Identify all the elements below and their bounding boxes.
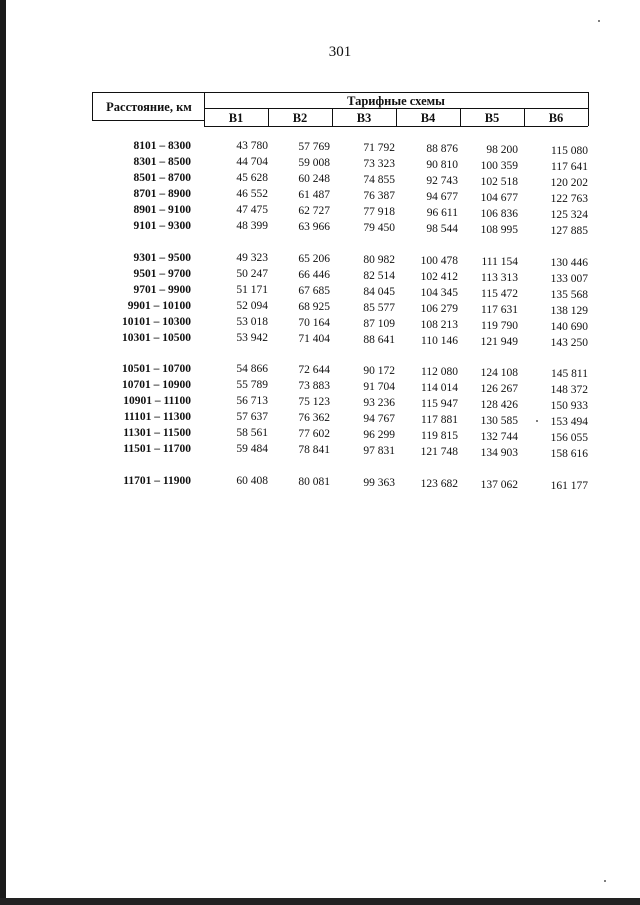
table-row [0, 332, 640, 348]
tariff-value-b6: 117 641 [551, 161, 588, 173]
tariff-value-b5: 137 062 [480, 479, 518, 491]
distance-header: Расстояние, км [106, 100, 192, 114]
tariff-value-b6: 122 763 [550, 193, 588, 205]
tariff-value-b2: 76 362 [298, 412, 330, 424]
tariff-value-b1: 50 247 [236, 268, 268, 280]
tariff-value-b3: 88 641 [363, 334, 395, 346]
distance-range: 11101 – 11300 [123, 411, 191, 423]
tariff-value-b5: 130 585 [480, 415, 518, 427]
tariff-value-b2: 73 883 [298, 380, 330, 392]
tariff-value-b2: 65 206 [298, 253, 330, 265]
column-header-b1: B1 [228, 111, 244, 125]
tariff-value-b4: 112 080 [421, 366, 458, 378]
tariff-value-b4: 96 611 [426, 207, 458, 219]
tariff-value-b1: 46 552 [236, 188, 268, 200]
tariff-value-b5: 111 154 [481, 256, 518, 268]
tariff-value-b2: 71 404 [298, 333, 330, 345]
tariff-value-b2: 62 727 [298, 205, 330, 217]
tariff-value-b6: 133 007 [550, 273, 588, 285]
tariff-value-b1: 53 018 [236, 316, 268, 328]
tariff-value-b1: 57 637 [236, 411, 268, 423]
tariff-value-b1: 44 704 [236, 156, 268, 168]
tariff-value-b6: 161 177 [550, 480, 588, 492]
table-row [0, 443, 640, 459]
tariff-value-b3: 85 577 [363, 302, 395, 314]
tariff-value-b2: 70 164 [298, 317, 330, 329]
distance-range: 11701 – 11900 [123, 475, 191, 487]
table-row [0, 411, 640, 427]
tariff-value-b4: 100 478 [420, 255, 458, 267]
distance-range: 9101 – 9300 [133, 220, 191, 232]
tariff-value-b2: 66 446 [298, 269, 330, 281]
table-row [0, 284, 640, 300]
table-row [0, 363, 640, 379]
table-row [0, 300, 640, 316]
tariff-value-b4: 104 345 [420, 287, 458, 299]
distance-range: 9701 – 9900 [133, 284, 191, 296]
column-divider-4 [460, 108, 461, 126]
column-divider-3 [396, 108, 397, 126]
tariff-value-b4: 123 682 [420, 478, 458, 490]
tariff-value-b1: 47 475 [236, 204, 268, 216]
tariff-value-b6: 130 446 [550, 257, 588, 269]
tariff-value-b6: 148 372 [550, 384, 588, 396]
tariff-value-b6: 156 055 [550, 432, 588, 444]
tariff-value-b3: 76 387 [363, 190, 395, 202]
tariff-value-b5: 115 472 [481, 288, 518, 300]
tariff-value-b3: 94 767 [363, 413, 395, 425]
tariff-value-b2: 59 008 [298, 157, 330, 169]
tariff-value-b4: 117 881 [421, 414, 458, 426]
table-row [0, 220, 640, 236]
tariff-value-b3: 74 855 [363, 174, 395, 186]
columns-header-bottom-rule [204, 126, 588, 127]
column-header-b3: B3 [356, 111, 372, 125]
tariff-value-b1: 43 780 [236, 140, 268, 152]
tariff-value-b4: 115 947 [421, 398, 458, 410]
column-header-b6: B6 [548, 111, 564, 125]
tariff-value-b3: 79 450 [363, 222, 395, 234]
table-row [0, 475, 640, 491]
tariff-value-b6: 150 933 [550, 400, 588, 412]
tariff-value-b1: 45 628 [236, 172, 268, 184]
tariff-value-b2: 78 841 [298, 444, 330, 456]
tariff-value-b3: 90 172 [363, 365, 395, 377]
tariff-value-b2: 67 685 [298, 285, 330, 297]
distance-range: 11501 – 11700 [123, 443, 191, 455]
schemes-header: Тарифные схемы [347, 94, 445, 108]
tariff-value-b4: 102 412 [420, 271, 458, 283]
table-row [0, 316, 640, 332]
scan-speck [536, 420, 538, 422]
tariff-value-b3: 73 323 [363, 158, 395, 170]
tariff-value-b3: 97 831 [363, 445, 395, 457]
tariff-value-b4: 90 810 [426, 159, 458, 171]
tariff-value-b2: 75 123 [298, 396, 330, 408]
tariff-value-b6: 125 324 [550, 209, 588, 221]
tariff-value-b5: 117 631 [481, 304, 518, 316]
tariff-value-b1: 49 323 [236, 252, 268, 264]
distance-range: 11301 – 11500 [123, 427, 191, 439]
tariff-value-b3: 80 982 [363, 254, 395, 266]
distance-range: 8901 – 9100 [133, 204, 191, 216]
distance-range: 8101 – 8300 [133, 140, 191, 152]
tariff-value-b5: 124 108 [480, 367, 518, 379]
distance-range: 8501 – 8700 [133, 172, 191, 184]
table-row [0, 379, 640, 395]
tariff-value-b6: 120 202 [550, 177, 588, 189]
distance-range: 9301 – 9500 [133, 252, 191, 264]
tariff-value-b5: 104 677 [480, 192, 518, 204]
table-row [0, 252, 640, 268]
scan-speck [598, 20, 600, 22]
tariff-value-b1: 48 399 [236, 220, 268, 232]
distance-range: 8301 – 8500 [133, 156, 191, 168]
distance-range: 10901 – 11100 [123, 395, 191, 407]
distance-range: 9901 – 10100 [127, 300, 191, 312]
column-divider-5 [524, 108, 525, 126]
column-divider-1 [268, 108, 269, 126]
scan-speck [604, 880, 606, 882]
tariff-value-b6: 115 080 [551, 145, 588, 157]
tariff-value-b6: 138 129 [550, 305, 588, 317]
tariff-value-b5: 132 744 [480, 431, 518, 443]
table-row [0, 188, 640, 204]
header-top-rule [92, 92, 588, 93]
tariff-value-b2: 77 602 [298, 428, 330, 440]
table-row [0, 427, 640, 443]
tariff-value-b5: 108 995 [480, 224, 518, 236]
tariff-value-b5: 100 359 [480, 160, 518, 172]
tariff-value-b2: 57 769 [298, 141, 330, 153]
tariff-value-b5: 102 518 [480, 176, 518, 188]
column-header-b2: B2 [292, 111, 308, 125]
tariff-value-b1: 60 408 [236, 475, 268, 487]
tariff-value-b5: 128 426 [480, 399, 518, 411]
tariff-value-b4: 108 213 [420, 319, 458, 331]
tariff-value-b6: 140 690 [550, 321, 588, 333]
tariff-value-b4: 110 146 [421, 335, 458, 347]
tariff-value-b6: 145 811 [551, 368, 588, 380]
table-row [0, 395, 640, 411]
tariff-value-b3: 87 109 [363, 318, 395, 330]
header-left-border [92, 92, 93, 120]
tariff-value-b3: 84 045 [363, 286, 395, 298]
tariff-value-b2: 68 925 [298, 301, 330, 313]
tariff-value-b3: 91 704 [363, 381, 395, 393]
distance-range: 8701 – 8900 [133, 188, 191, 200]
tariff-value-b4: 106 279 [420, 303, 458, 315]
column-header-b4: B4 [420, 111, 436, 125]
header-right-border [588, 92, 589, 126]
tariff-value-b1: 51 171 [236, 284, 268, 296]
column-header-b5: B5 [484, 111, 500, 125]
table-row [0, 204, 640, 220]
column-divider-2 [332, 108, 333, 126]
tariff-value-b3: 77 918 [363, 206, 395, 218]
tariff-value-b5: 119 790 [481, 320, 518, 332]
tariff-value-b6: 158 616 [550, 448, 588, 460]
tariff-value-b2: 72 644 [298, 364, 330, 376]
tariff-value-b1: 54 866 [236, 363, 268, 375]
tariff-value-b4: 114 014 [421, 382, 458, 394]
table-row [0, 156, 640, 172]
tariff-value-b1: 55 789 [236, 379, 268, 391]
table-row [0, 140, 640, 156]
tariff-value-b6: 127 885 [550, 225, 588, 237]
tariff-value-b4: 88 876 [426, 143, 458, 155]
scan-edge-bottom [0, 898, 640, 905]
tariff-value-b5: 134 903 [480, 447, 518, 459]
distance-range: 10101 – 10300 [122, 316, 191, 328]
tariff-value-b1: 52 094 [236, 300, 268, 312]
tariff-value-b5: 106 836 [480, 208, 518, 220]
tariff-value-b5: 121 949 [480, 336, 518, 348]
tariff-value-b4: 98 544 [426, 223, 458, 235]
tariff-value-b6: 143 250 [550, 337, 588, 349]
tariff-value-b5: 113 313 [481, 272, 518, 284]
tariff-value-b4: 94 677 [426, 191, 458, 203]
distance-range: 9501 – 9700 [133, 268, 191, 280]
tariff-value-b2: 61 487 [298, 189, 330, 201]
tariff-value-b4: 92 743 [426, 175, 458, 187]
page-number: 301 [328, 44, 352, 60]
tariff-value-b3: 96 299 [363, 429, 395, 441]
tariff-value-b1: 56 713 [236, 395, 268, 407]
tariff-value-b2: 60 248 [298, 173, 330, 185]
tariff-value-b4: 119 815 [421, 430, 458, 442]
tariff-value-b5: 126 267 [480, 383, 518, 395]
tariff-value-b1: 53 942 [236, 332, 268, 344]
tariff-value-b2: 80 081 [298, 476, 330, 488]
distance-header-bottom-rule [92, 120, 204, 121]
tariff-value-b3: 93 236 [363, 397, 395, 409]
tariff-value-b1: 58 561 [236, 427, 268, 439]
tariff-value-b3: 82 514 [363, 270, 395, 282]
tariff-value-b4: 121 748 [420, 446, 458, 458]
distance-range: 10301 – 10500 [122, 332, 191, 344]
table-row [0, 172, 640, 188]
tariff-value-b3: 99 363 [363, 477, 395, 489]
tariff-value-b6: 135 568 [550, 289, 588, 301]
tariff-value-b3: 71 792 [363, 142, 395, 154]
distance-range: 10501 – 10700 [122, 363, 191, 375]
tariff-value-b2: 63 966 [298, 221, 330, 233]
tariff-value-b6: 153 494 [550, 416, 588, 428]
table-row [0, 268, 640, 284]
distance-range: 10701 – 10900 [122, 379, 191, 391]
tariff-value-b5: 98 200 [486, 144, 518, 156]
tariff-value-b1: 59 484 [236, 443, 268, 455]
